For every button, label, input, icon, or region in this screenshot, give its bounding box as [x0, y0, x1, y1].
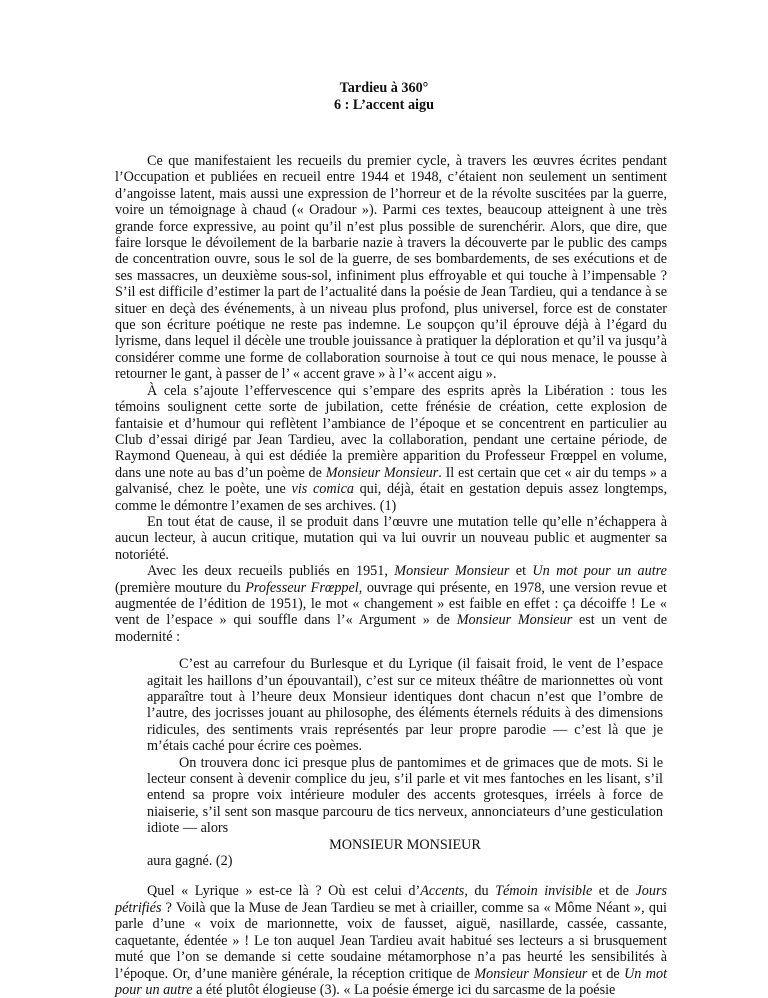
page-title: Tardieu à 360°: [339, 80, 429, 96]
article-body: [115, 153, 667, 998]
paragraph-5: [115, 883, 667, 998]
paragraph-5-text: et de: [587, 965, 625, 982]
quote-tail: aura gagné. (2): [147, 853, 233, 870]
paragraph-2: [115, 383, 667, 514]
paragraph-5-text: Quel « Lyrique » est-ce là ? Où est celui d’: [147, 883, 421, 900]
paragraph-4-text: Avec les deux recueils publiés en 1951,: [147, 563, 395, 580]
paragraph-4-text: et: [509, 563, 533, 580]
book-title-monsieur-monsieur: Monsieur Monsieur: [325, 464, 439, 481]
paragraph-5-text: a été plutôt élogieuse (3). « La poésie émerge ici du sarcasme de la poésie: [192, 981, 616, 998]
book-title-monsieur-monsieur: Monsieur Monsieur: [474, 965, 588, 982]
quote-title-caps: MONSIEUR MONSIEUR: [329, 836, 481, 853]
book-title-temoin-invisible: Témoin invisible: [495, 883, 593, 900]
paragraph-2-text: . Il est certain que cet « air du temps » a galvanisé, chez le poète, une: [115, 464, 667, 498]
page-subtitle: 6 : L’accent aigu: [334, 97, 434, 113]
paragraph-1: Ce que manifestaient les recueils du premier cycle, à travers les œuvres écrites pendant l’Occupation et publiées en recueil entre 1944 et 1948, c’étaient non seulement un sentiment d’angoisse latent, mais aussi une expression de l’horreur et de la révolte suscitées par la guerre, voire un témoignage à chaud (« Oradour »). Parmi ces textes, beaucoup atteignent à une très grande force expressive, au point qu’il n’est plus possible de surenchérir. Alors, que dire, que faire lorsque le dévoilement de la barbarie nazie à travers la découverte par le public des camps de concentration ouvre, sous le sol de la guerre, de ses bombardements, de ses exécutions et de ses massacres, un deuxième sous-sol, infiniment plus effroyable et qui touche à l’impensable ? S’il est difficile d’estimer la part de l’actualité dans la poésie de Jean Tardieu, qui a tendance à se situer en deçà des événements, à un niveau plus profond, plus universel, force est de constater que son écriture poétique ne reste pas indemne. Le soupçon qu’il éprouve déjà à l’égard du lyrisme, dans lequel il décèle une trouble jouissance à pratiquer la déploration et qu’il va jusqu’à considérer comme une forme de collaboration sournoise à tout ce qui nous menace, le pousse à retourner le gant, à passer de l’ « accent grave » à l’« accent aigu ».: [115, 153, 667, 383]
paragraph-5-text: du: [467, 883, 496, 900]
quote-paragraph-1: C’est au carrefour du Burlesque et du Lyrique (il faisait froid, le vent de l’espace agitait les haillons d’un épouvantail), c’est sur ce miteux théâtre de marionnettes où vont apparaître tout à l’heure deux Monsieur identiques dont chacun n’est que l’ombre de l’autre, des jocrisses jouant au philosophe, des éléments éternels réduits à des dimensions ridicules, des sentiments vrais représentés par leur propre parodie — c’est là que je m’étais caché pour écrire ces poèmes.: [147, 656, 663, 755]
book-title-monsieur-monsieur: Monsieur Monsieur: [394, 563, 510, 580]
paragraph-5-text: ? Voilà que la Muse de Jean Tardieu se met à criailler, comme sa « Môme Néant », qui parle d’une « voix de marionnette, voix de fausset, aiguë, nasillarde, cassée, cassante, caquetante, édentée » ! Le ton auquel Jean Tardieu avait habitué ses lecteurs a si brusquement muté que l’on se demande si cette soudaine métamorphose n’a pas heurté les sensibilités à l’époque. Or, d’une manière générale, la réception critique de: [115, 899, 667, 982]
paragraph-4: [115, 563, 667, 645]
quote-paragraph-2: On trouvera donc ici presque plus de pantomimes et de grimaces que de mots. Si le lecteur consent à devenir complice du jeu, s’il parle et vit mes fantoches en les lisant, s’il entend sa propre voix intérieure moduler des accents grotesques, irréels à force de niaiserie, s’il sent son masque parcouru de tics nerveux, annonciateurs d’une gesticulation idiote — alors: [147, 754, 663, 837]
book-title-un-mot-pour-un-autre: Un mot pour un autre: [532, 563, 667, 580]
book-title-monsieur-monsieur: Monsieur Monsieur: [456, 612, 573, 629]
paragraph-2-text: À cela s’ajoute l’effervescence qui s’empare des esprits après la Libération : tous les témoins soulignent cette sorte de jubilation, cette frénésie de création, cette explosion de fantaisie et d’humour qui reflètent l’ambiance de l’époque et se concentrent en particulier au Club d’essai dirigé par Jean Tardieu, avec la collaboration, pendant une certaine période, de Raymond Queneau, à qui est dédiée la première apparition du Professeur Frœppel en volume, dans une note au bas d’un poème de: [115, 382, 667, 481]
block-quote: [147, 656, 663, 869]
page-title-block: [0, 80, 768, 114]
paragraph-3: En tout état de cause, il se produit dans l’œuvre une mutation telle qu’elle n’échappera à aucun lecteur, à aucun critique, mutation qui va lui ouvrir un nouveau public et augmenter sa notoriété.: [115, 513, 667, 563]
book-title-jours-petrifies: Jours pétrifiés: [115, 883, 667, 916]
paragraph-4-text: , ouvrage qui présente, en 1978, une version revue et augmentée de l’édition de 1951), le mot « changement » est faible en effet : ça décoiffe ! Le « vent de l’espace » qui souffle dans l’« Argument » de: [115, 579, 667, 629]
latin-term-vis-comica: vis comica: [291, 481, 354, 498]
book-title-un-mot-pour-un-autre: Un mot pour un autre: [115, 965, 668, 998]
paragraph-4-text: est un vent de modernité :: [115, 612, 668, 645]
paragraph-2-text: qui, déjà, était en gestation depuis assez longtemps, comme le démontre l’examen de ses archives. (1): [115, 481, 667, 514]
paragraph-5-text: et de: [592, 883, 636, 900]
book-title-accents: Accents,: [420, 883, 468, 900]
book-title-professeur-froeppel: Professeur Frœppel: [245, 579, 359, 596]
paragraph-4-text: (première mouture du: [115, 579, 246, 596]
